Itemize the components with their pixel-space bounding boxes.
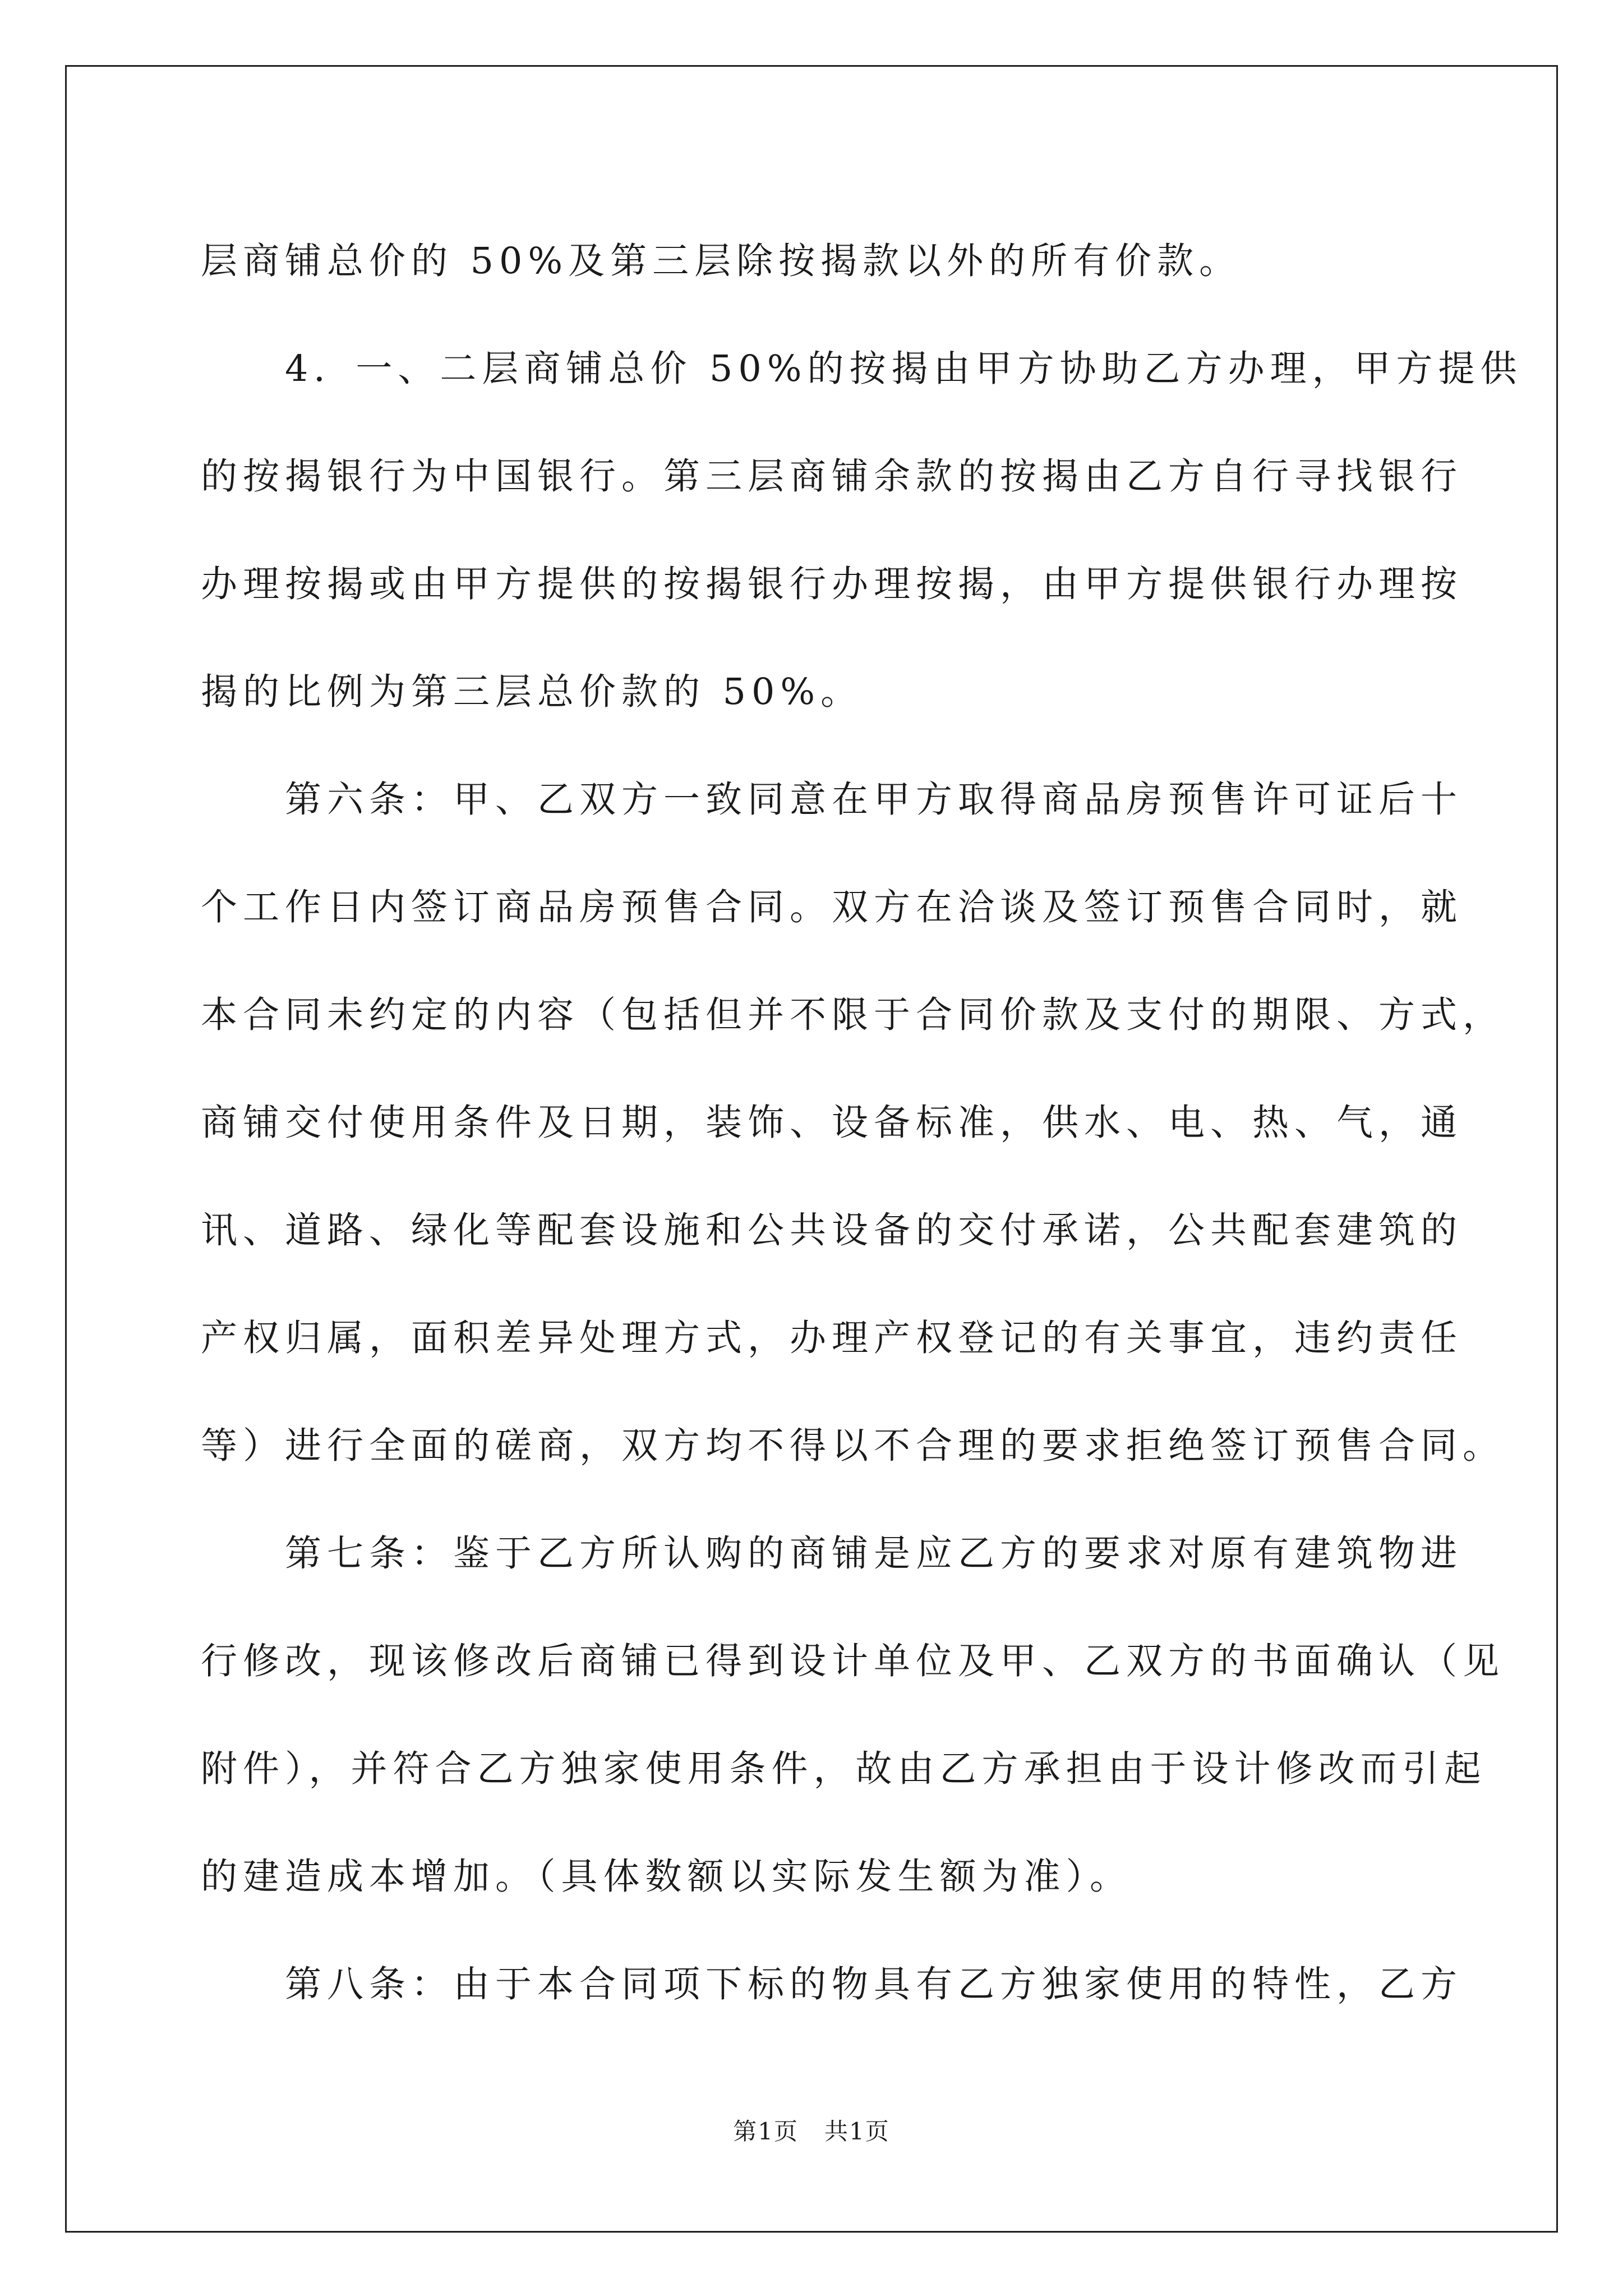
- text-line: 附件），并符合乙方独家使用条件，故由乙方承担由于设计修改而引起: [201, 1748, 1487, 1790]
- text-line: 第八条：由于本合同项下标的物具有乙方独家使用的特性，乙方: [285, 1963, 1463, 2005]
- text-line: 办理按揭或由甲方提供的按揭银行办理按揭，由甲方提供银行办理按: [201, 563, 1463, 605]
- text-line: 商铺交付使用条件及日期，装饰、设备标准，供水、电、热、气，通: [201, 1102, 1463, 1144]
- text-line: 第六条：甲、乙双方一致同意在甲方取得商品房预售许可证后十: [285, 779, 1463, 821]
- text-line: 层商铺总价的 50%及第三层除按揭款以外的所有价款。: [201, 240, 1242, 282]
- text-line: 讯、道路、绿化等配套设施和公共设备的交付承诺，公共配套建筑的: [201, 1209, 1463, 1251]
- text-line: 揭的比例为第三层总价款的 50%。: [201, 671, 863, 713]
- page-footer: 第1页 共1页: [733, 2118, 890, 2145]
- text-line: 第七条：鉴于乙方所认购的商铺是应乙方的要求对原有建筑物进: [285, 1533, 1463, 1575]
- text-line: 产权归属，面积差异处理方式，办理产权登记的有关事宜，违约责任: [201, 1317, 1463, 1359]
- text-line: 的建造成本增加。（具体数额以实际发生额为准）。: [201, 1856, 1132, 1898]
- text-line: 行修改，现该修改后商铺已得到设计单位及甲、乙双方的书面确认（见: [201, 1640, 1505, 1682]
- document-body: [201, 208, 1523, 2039]
- text-line: 4．一、二层商铺总价 50%的按揭由甲方协助乙方办理，甲方提供: [285, 348, 1523, 390]
- text-line: 的按揭银行为中国银行。第三层商铺余款的按揭由乙方自行寻找银行: [201, 455, 1463, 498]
- text-line: 本合同未约定的内容（包括但并不限于合同价款及支付的期限、方式，: [201, 994, 1505, 1036]
- text-line: 等）进行全面的磋商，双方均不得以不合理的要求拒绝签订预售合同。: [201, 1425, 1505, 1467]
- text-line: 个工作日内签订商品房预售合同。双方在洽谈及签订预售合同时，就: [201, 886, 1463, 928]
